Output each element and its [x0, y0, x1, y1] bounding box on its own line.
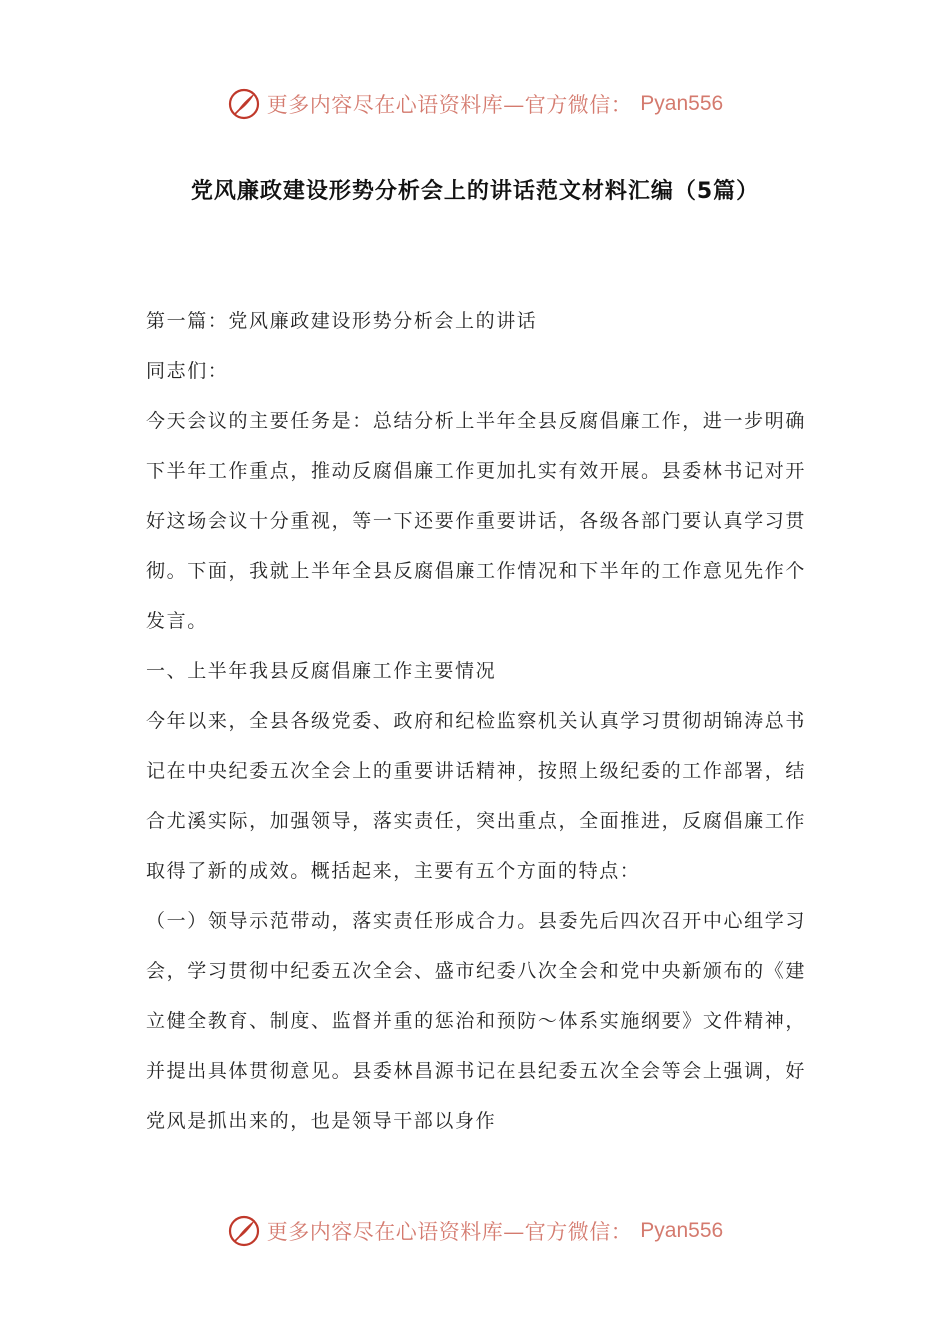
quill-logo-icon [227, 1214, 261, 1248]
watermark-header [0, 84, 950, 124]
salutation: 同志们： [146, 360, 229, 382]
section-heading: 第一篇：党风廉政建设形势分析会上的讲话 [146, 310, 538, 332]
section-heading: 一、上半年我县反腐倡廉工作主要情况 [146, 660, 497, 682]
document-title: 党风廉政建设形势分析会上的讲话范文材料汇编（5篇） [190, 179, 760, 204]
wechat-id: Pyan556 [640, 1219, 724, 1242]
paragraph: 今天会议的主要任务是：总结分析上半年全县反腐倡廉工作，进一步明确下半年工作重点，推动反腐倡廉工作更加扎实有效开展。县委林书记对开好这场会议十分重视，等一下还要作重要讲话，各级各部门要认真学习贯彻。下面，我就上半年全县反腐倡廉工作情况和下半年的工作意见先作个发言。 [146, 410, 806, 632]
paragraph: （一）领导示范带动，落实责任形成合力。县委先后四次召开中心组学习会，学习贯彻中纪委五次全会、盛市纪委八次全会和党中央新颁布的《建立健全教育、制度、监督并重的惩治和预防～体系实施纲要》文件精神，并提出具体贯彻意见。县委林昌源书记在县纪委五次全会等会上强调，好党风是抓出来的，也是领导干部以身作 [146, 910, 806, 1132]
watermark-footer [0, 1211, 950, 1251]
watermark-text: 更多内容尽在心语资料库—官方微信： [266, 1220, 633, 1244]
quill-logo-icon [227, 87, 261, 121]
wechat-id: Pyan556 [640, 92, 724, 115]
document-body [146, 296, 806, 1146]
watermark-text: 更多内容尽在心语资料库—官方微信： [266, 93, 633, 117]
paragraph: 今年以来，全县各级党委、政府和纪检监察机关认真学习贯彻胡锦涛总书记在中央纪委五次全会上的重要讲话精神，按照上级纪委的工作部署，结合尤溪实际，加强领导，落实责任，突出重点，全面推进，反腐倡廉工作取得了新的成效。概括起来，主要有五个方面的特点： [146, 710, 806, 882]
